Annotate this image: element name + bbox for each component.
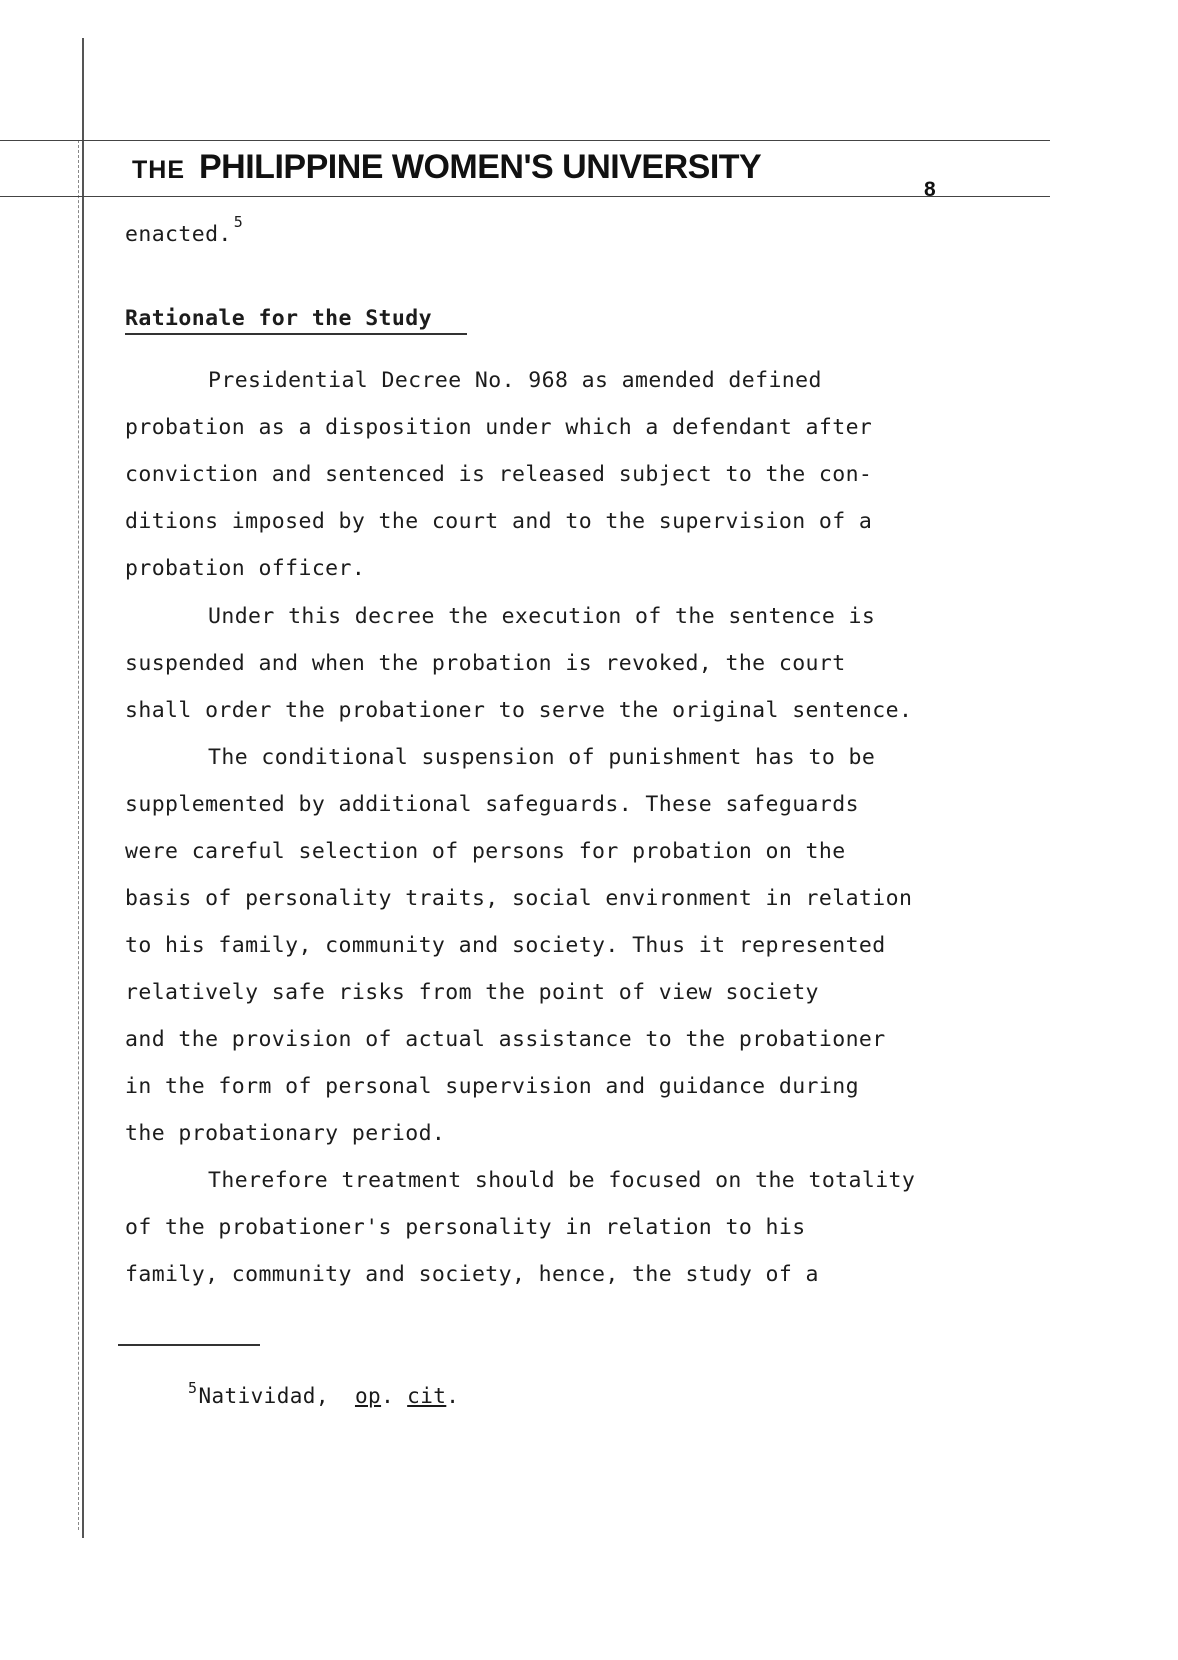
body-line: suspended and when the probation is revoked, the court [125, 651, 846, 676]
footnote-separator [118, 1344, 260, 1346]
binding-margin-line [82, 38, 84, 1538]
body-line: Presidential Decree No. 968 as amended defined [208, 368, 822, 393]
body-line: probation officer. [125, 556, 366, 581]
section-heading-underline [125, 333, 467, 335]
letterhead-rule-top [0, 140, 1050, 141]
body-line: the probationary period. [125, 1121, 446, 1146]
body-line: and the provision of actual assistance to the probationer [125, 1027, 886, 1052]
body-line: were careful selection of persons for probation on the [125, 839, 846, 864]
footnote-cit: cit [407, 1384, 447, 1408]
body-line: of the probationer's personality in relation to his [125, 1215, 806, 1240]
letterhead [132, 148, 761, 187]
body-line: conviction and sentenced is released subject to the con- [125, 462, 873, 487]
footnote-reference: 5 [233, 213, 244, 231]
footnote-author: Natividad, [198, 1384, 329, 1408]
body-line: in the form of personal supervision and guidance during [125, 1074, 859, 1099]
footnote-op: op [354, 1384, 382, 1408]
letterhead-the: THE [132, 156, 185, 184]
letterhead-university-name: PHILIPPINE WOMEN'S UNIVERSITY [199, 148, 762, 186]
body-line: Therefore treatment should be focused on the totality [208, 1168, 916, 1193]
binding-margin-dotted-line [78, 140, 79, 1530]
body-line: The conditional suspension of punishment has to be [208, 745, 876, 770]
letterhead-rule-bottom [0, 196, 1050, 197]
body-line: shall order the probationer to serve the original sentence. [125, 698, 913, 723]
body-line: to his family, community and society. Thus it represented [125, 933, 886, 958]
footnote: $^5$Natividad, op. cit. [188, 1379, 460, 1408]
body-line: basis of personality traits, social environment in relation [125, 886, 913, 911]
page-number: 8 [924, 178, 936, 201]
body-line: Under this decree the execution of the sentence is [208, 604, 876, 629]
footnote-number: 5 [188, 1379, 198, 1397]
continuation-line [125, 213, 244, 247]
body-line: family, community and society, hence, the study of a [125, 1262, 819, 1287]
body-line: probation as a disposition under which a defendant after [125, 415, 873, 440]
section-heading: Rationale for the Study [125, 306, 432, 331]
body-line: ditions imposed by the court and to the supervision of a [125, 509, 873, 534]
body-line: supplemented by additional safeguards. These safeguards [125, 792, 859, 817]
body-line: relatively safe risks from the point of view society [125, 980, 819, 1005]
continuation-text: enacted. [125, 222, 232, 247]
